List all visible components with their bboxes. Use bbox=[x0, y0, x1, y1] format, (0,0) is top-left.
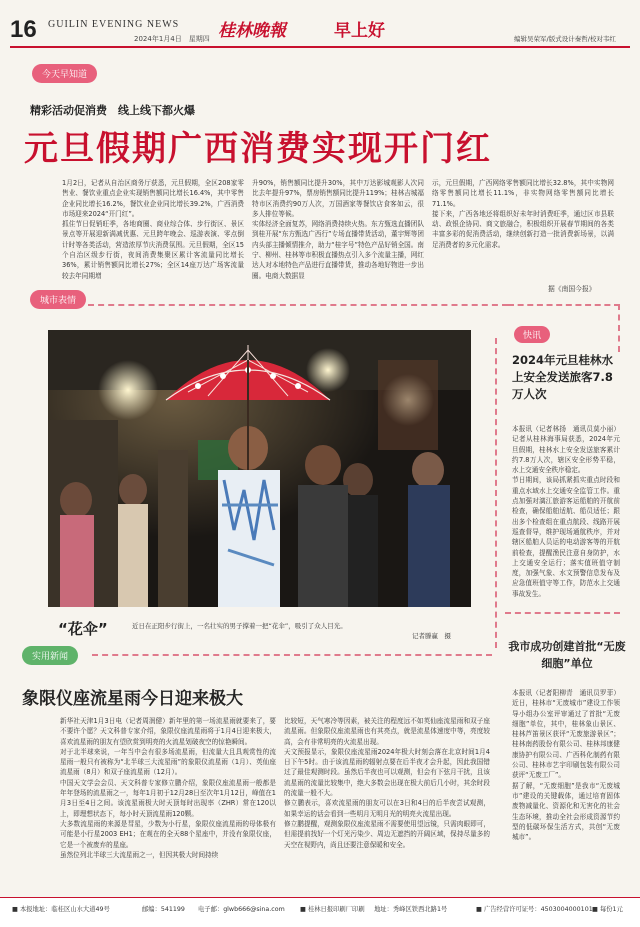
footer-printer-address: 地址：秀峰区铁西北路1号 bbox=[374, 906, 448, 913]
practical-headline: 象限仪座流星雨今日迎来极大 bbox=[22, 689, 243, 709]
feature-body: 本报讯（记者阳柳青 通讯员罗菲）近日，桂林市“无废城市”建设工作领导小组办公室评审通过了首批“无废细胞”单位，其中，桂林象山景区、桂林芦笛景区获评“无废旅游景区”；桂林南药股份有限公司、桂林邦康健康协护有限公司、广西科化制药有限公司、桂林市艺宇印刷包装有限公司获评“无废工厂”。 据了解，“无废细胞”是我市“无废城市”建设的关键载体，通过培育固体废物减量化、资源化和无害化的社会生态环境，推动全社会形成资源节约型的低碳环保生活方式，共创“无废城市”。 bbox=[512, 689, 620, 842]
dashed-divider bbox=[92, 654, 492, 656]
kuaixun-tag: 快讯 bbox=[514, 326, 550, 343]
kuaixun-title: 2024年元旦桂林水上安全发送旅客7.8万人次 bbox=[512, 353, 614, 401]
footer-email: 电子邮：glwb666@sina.com bbox=[198, 906, 285, 913]
footer-license: ■ 广告经营许可证号：4503004000101 bbox=[476, 906, 593, 913]
footer-postcode: 邮编：541199 bbox=[142, 906, 185, 913]
edition-name: 早上好 bbox=[334, 21, 385, 41]
street-scene-image bbox=[48, 330, 471, 607]
footer-printer: ■ 桂林日报印刷厂印刷 bbox=[300, 906, 365, 913]
editor-credits: 编辑吴荣军/版式设计秦哲/校对韦红 bbox=[514, 35, 616, 43]
section-tag: 今天早知道 bbox=[32, 64, 97, 83]
footer bbox=[0, 897, 640, 927]
photo-caption: 近日在正阳步行街上，一名壮实的男子撑着一把“花伞”，吸引了众人目光。 bbox=[132, 622, 347, 630]
photo-credit: 记者滕赢 摄 bbox=[412, 632, 451, 640]
dashed-divider bbox=[505, 612, 620, 614]
practical-tag: 实用新闻 bbox=[22, 646, 78, 665]
paper-name: GUILIN EVENING NEWS bbox=[48, 19, 180, 30]
dashed-divider bbox=[88, 304, 508, 306]
dashed-divider-vertical bbox=[618, 304, 620, 352]
lead-source: 据《南国今报》 bbox=[548, 285, 596, 293]
umbrella-photo bbox=[48, 330, 471, 607]
kuaixun-body: 本报讯（记者林扬 通讯员莫小丽）记者从桂林海事局获悉，2024年元旦假期，桂林水上安全发送旅客累计约7.8万人次，辖区安全形势平稳，水上交通安全秩序稳定。 节日期间，该局抓紧抓实重点时段和重点水域水上交通安全监管工作。重点加强对漓江旅游客运船舶的开航前检查，确保船舶适航、船员适任；跟出多个检查组在重点航段、线路开展巡查督导，维护现场通航秩序，并对辖区船舶人员运的电动游客等的开航前检查，提醒渔民注意自身防护，水上交通安全运行；落实值班值守制度，加强气象、水文预警信息发布及应急值班值守等工作，防范水上交通事故发生。 bbox=[512, 425, 620, 598]
lead-col-1: 1月2日，记者从自治区商务厅获悉，元旦假期，全区208家零售业、餐饮业重点企业实现销售额同比增长16.4%，其中零售企业同比增长16.2%，餐饮业企业同比增长39.2%，广西消费市场迎来2024“开门红”。 抓住节日促销旺季，各地商圈、商业综合体、步行街区、景区景点等开展迎新满减优惠、元旦跨年晚会、巡游表演、零点倒计时等各类活动，营造浓厚节庆消费氛围。元旦假期，全区15个自治区级步行街，夜间消费集聚区累计客流量同比增长36%，累计销售额同比增长27%；全区14座万达广场客流量较去年同期增 bbox=[62, 179, 244, 280]
footer-price: ■ 每份1元 bbox=[592, 906, 623, 913]
dashed-divider-vertical bbox=[495, 338, 497, 648]
practical-col-2: 比较短，天气寒冷等因素，被关注的程度远不如英仙座流星雨和双子座流星雨。但象限仪座流星雨也有其亮点，就是流星体速度中等，亮度较高，会有非常明亮的火流星出现。 天文预报显示，象限仪座流星雨2024年极大时刻会落在北京时间1月4日下午5时。由于该流星雨的辐射点要在后半夜才会升起，因此我国错过了最佳观测时段。虽然后半夜也可以观测，但会有下弦月干扰，且该流星雨的流量比较集中，绝大多数会出现在极大前后几小时，其余时段的流量一般不大。 修立鹏表示，喜欢流星雨的朋友可以在3日和4日的后半夜尝试观测，如果幸运的话会看到一些明月无明月光的明亮火流星出现。 修立鹏提醒，观测象限仪座流星雨不需要使用望远镜，只需肉眼即可，但需提前找好一个灯光污染少、周边无遮挡的开阔区域，保持尽量多的天空在视野内，尚且还要注意保暖和安全。 bbox=[284, 717, 490, 849]
page-number: 16 bbox=[10, 16, 37, 43]
header-rule bbox=[10, 46, 630, 48]
practical-col-1: 新华社天津1月3日电（记者周润健）新年里的第一场流星雨就要来了，要不要许个愿？天文科普专家介绍，象限仪座流星雨将于1月4日迎来极大，喜欢流星雨的朋友有望欣赏到明亮的火流星划破夜空的惊艳瞬间。 对于北半球来说，一年当中会有很多场流星雨，但流量大且具观赏性的流星雨一般只有被称为“北半球三大流星雨”的象限仪流星雨（1月）、英仙座流星雨（8月）和双子座流星雨（12月）。 中国天文学会会员、天文科普专家修立鹏介绍，象限仪座流星雨一般都是年年登场的流星雨之一，每年1月初于12月28日至次年1月12日，峰值在1月3日至4日之间。该流星雨极大时天顶每时出现率（ZHR）常在120以上，即理想状态下，每小时天顶流星雨120颗。 大多数流星雨的来源是彗星，少数为小行星，象限仪座流星雨的母体极有可能是小行星2003 EH1；在观在的全天88个星座中，并没有象限仪座，它是一个被废弃的星座。 虽然位列北半球三大流星雨之一，但因其极大时间持续 bbox=[60, 717, 276, 859]
photo-title: “花伞” bbox=[58, 620, 108, 638]
lead-headline: 元旦假期广西消费实现开门红 bbox=[24, 129, 492, 169]
lead-col-2: 升90%，销售额同比提升30%，其中万达影城观影人次同比去年提升97%，票房销售额同比提升119%；桂林吉城福特市区消费约90万人次，万国酒家等餐饮店食客如云，很多人排位等候。 实体经济全面复苏，网络消费持续火热。东方甄选直播团队到桂开展“东方甄选广西行”专场直播带货活动，董宇辉等团内头部主播倾情推介，助力“桂字号”特色产品好销全国。南宁、柳州、桂林等市积极直播热点引入多个流量主播，网红达人对本地特色产品进行直播带货，推动各地好物进一步出圈。电商大数据显 bbox=[252, 179, 424, 280]
newspaper-logo: 桂林晚報 bbox=[218, 21, 286, 41]
lead-col-3: 示，元旦假期，广西网络零售额同比增长32.8%，其中实物网络零售额同比增长11.1%，非实物网络零售额同比增长71.1%。 接下来，广西各地还将组织好未年时消费旺季，通过区市县联动、政银企协同、商文旅融合，积极组织开展春节期间的各类丰富多彩的促消费活动，继续创新打造一批消费新场景，以满足消费者的多元化需求。 bbox=[432, 179, 614, 249]
footer-address: ■ 本报地址：临桂区山水大道49号 bbox=[12, 906, 110, 913]
dashed-divider bbox=[508, 304, 620, 306]
city-section-tag: 城市表情 bbox=[30, 290, 86, 309]
feature-title: 我市成功创建首批“无废细胞”单位 bbox=[508, 640, 626, 670]
lead-subheadline: 精彩活动促消费 线上线下都火爆 bbox=[30, 104, 195, 117]
issue-date: 2024年1月4日 星期四 bbox=[134, 35, 210, 43]
